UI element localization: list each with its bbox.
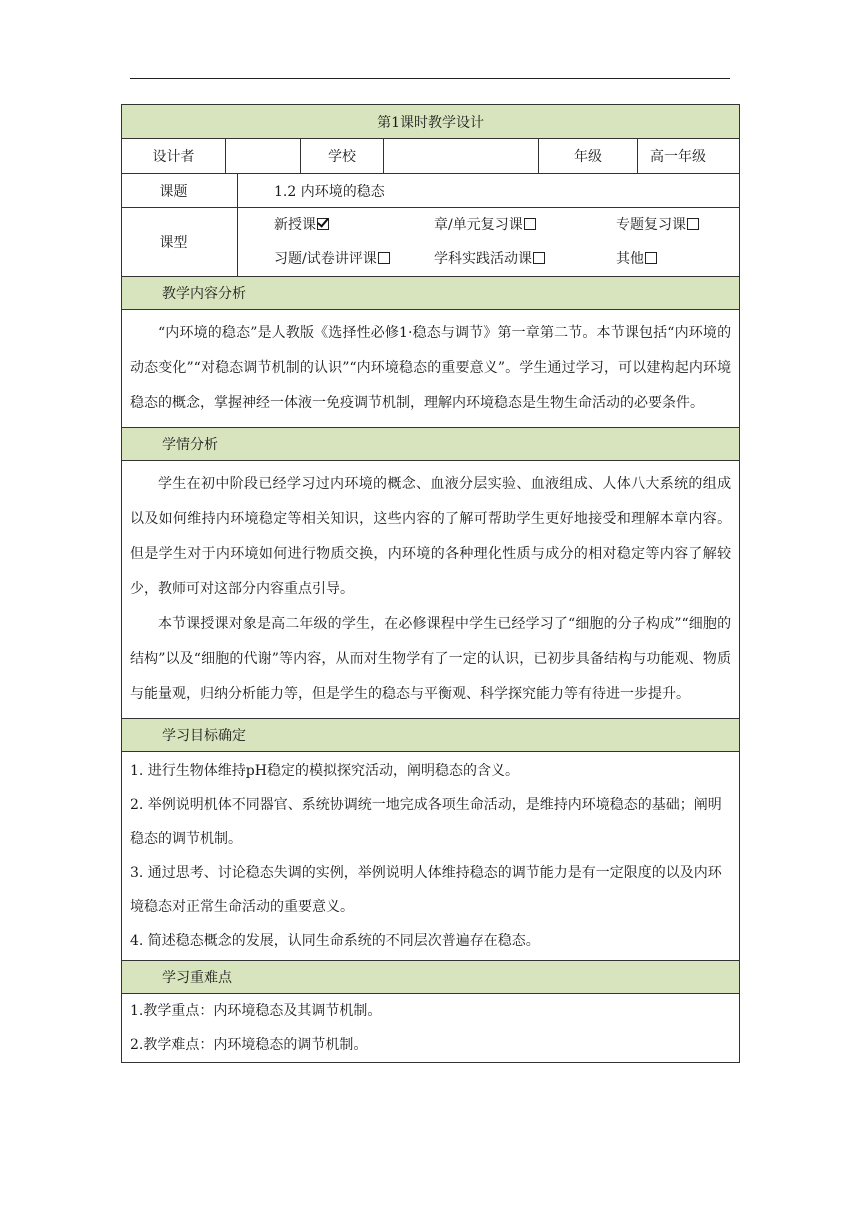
objective-item: 4. 简述稳态概念的发展，认同生命系统的不同层次普遍存在稳态。	[130, 933, 540, 949]
key-points-heading: 学习重难点	[122, 961, 740, 994]
lesson-type-option	[616, 208, 739, 242]
header-rule	[130, 78, 730, 79]
lesson-type-option	[616, 242, 739, 276]
lesson-type-option	[434, 242, 616, 276]
content-analysis-text: “内环境的稳态”是人教版《选择性必修1·稳态与调节》第一章第二节。本节课包括“内环境的动态变化”“对稳态调节机制的认识”“内环境稳态的重要意义”。学生通过学习，可以建构起内环境稳态的概念，掌握神经一体液一免疫调节机制，理解内环境稳态是生物生命活动的必要条件。	[130, 325, 732, 411]
designer-value	[226, 139, 301, 174]
topic-value: 1.2 内环境的稳态	[238, 174, 740, 208]
lesson-type-option	[274, 242, 434, 276]
lesson-type-option	[274, 208, 434, 242]
objectives-list	[122, 752, 740, 961]
objective-item: 3. 通过思考、讨论稳态失调的实例，举例说明人体维持稳态的调节能力是有一定限度的以及内环境稳态对正常生命活动的重要意义。	[130, 865, 722, 915]
key-point-item: 2.教学难点：内环境稳态的调节机制。	[130, 1037, 368, 1053]
student-analysis-body	[122, 461, 740, 719]
school-value	[384, 139, 539, 174]
objective-item: 2. 举例说明机体不同器官、系统协调统一地完成各项生命活动，是维持内环境稳态的基础；阐明稳态的调节机制。	[130, 797, 722, 847]
school-label: 学校	[301, 139, 384, 174]
lesson-type-option-label: 学科实践活动课	[434, 251, 532, 267]
lesson-type-option-label: 习题/试卷讲评课	[274, 251, 377, 267]
table-title: 第1课时教学设计	[122, 105, 740, 139]
checkbox-icon[interactable]	[378, 252, 390, 264]
checked-box-icon[interactable]	[317, 218, 329, 230]
objectives-heading: 学习目标确定	[122, 719, 740, 752]
checkbox-icon[interactable]	[687, 218, 699, 230]
lesson-type-option-label: 其他	[616, 251, 644, 267]
lesson-type-label: 课型	[122, 208, 238, 277]
lesson-plan-table	[121, 104, 740, 1063]
student-analysis-paragraph: 本节课授课对象是高二年级的学生，在必修课程中学生已经学习了“细胞的分子构成”“细胞的结构”以及“细胞的代谢”等内容，从而对生物学有了一定的认识，已初步具备结构与功能观、物质与能量观，归纳分析能力等，但是学生的稳态与平衡观、科学探究能力等有待进一步提升。	[130, 616, 732, 702]
lesson-type-options	[238, 208, 740, 277]
key-points-list	[122, 994, 740, 1063]
student-analysis-heading: 学情分析	[122, 428, 740, 461]
content-analysis-heading: 教学内容分析	[122, 277, 740, 310]
student-analysis-paragraph: 学生在初中阶段已经学习过内环境的概念、血液分层实验、血液组成、人体八大系统的组成以及如何维持内环境稳定等相关知识，这些内容的了解可帮助学生更好地接受和理解本章内容。但是学生对于内环境如何进行物质交换，内环境的各种理化性质与成分的相对稳定等内容了解较少，教师可对这部分内容重点引导。	[130, 476, 732, 597]
grade-label: 年级	[539, 139, 638, 174]
lesson-type-option-label: 章/单元复习课	[434, 217, 523, 233]
checkbox-icon[interactable]	[645, 252, 657, 264]
key-point-item: 1.教学重点：内环境稳态及其调节机制。	[130, 1003, 382, 1019]
content-analysis-body	[122, 310, 740, 428]
topic-label: 课题	[122, 174, 238, 208]
grade-value: 高一年级	[638, 139, 740, 174]
lesson-type-option	[434, 208, 616, 242]
checkbox-icon[interactable]	[533, 252, 545, 264]
designer-label: 设计者	[122, 139, 226, 174]
lesson-type-option-label: 专题复习课	[616, 217, 686, 233]
checkbox-icon[interactable]	[524, 218, 536, 230]
lesson-type-option-label: 新授课	[274, 217, 316, 233]
objective-item: 1. 进行生物体维持pH稳定的模拟探究活动，阐明稳态的含义。	[130, 763, 519, 779]
